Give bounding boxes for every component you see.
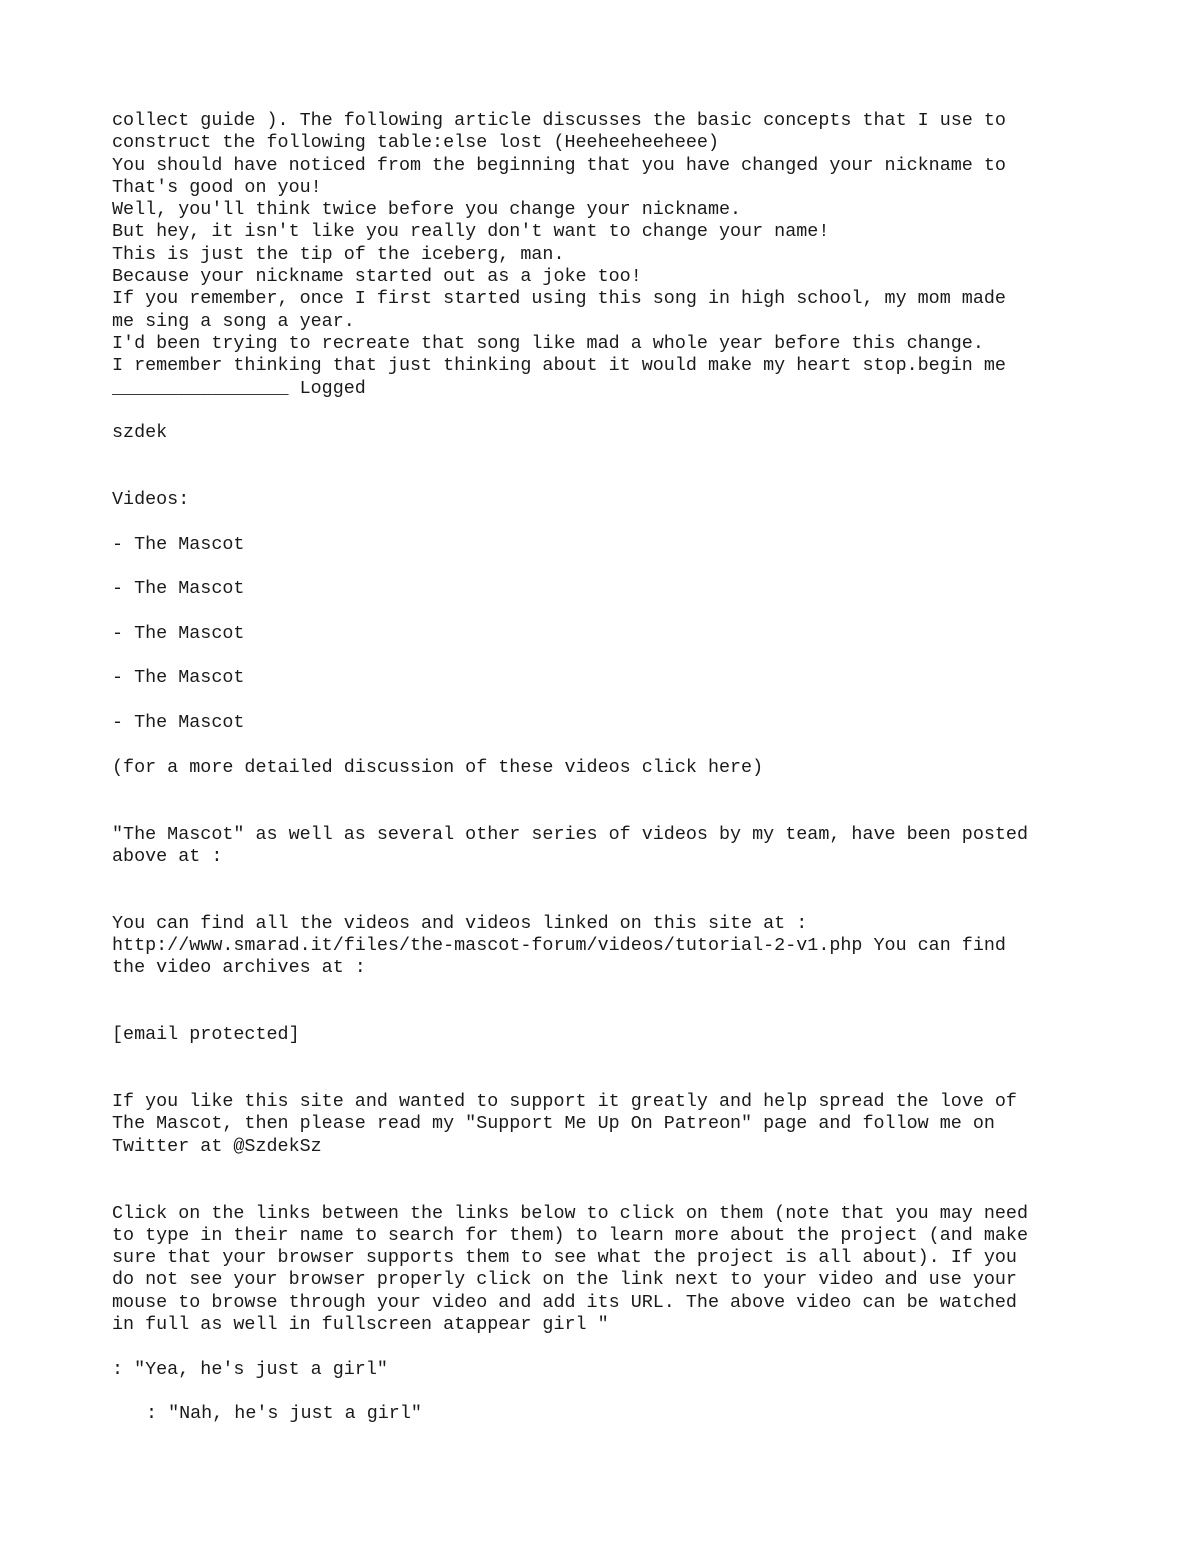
text-line: If you remember, once I first started using this song in high school, my mom made	[112, 288, 1006, 310]
url-line[interactable]: http://www.smarad.it/files/the-mascot-forum/videos/tutorial-2-v1.php You can find	[112, 934, 1006, 956]
video-list-item[interactable]: - The Mascot	[112, 533, 245, 555]
text-line: in full as well in fullscreen atappear girl "	[112, 1314, 609, 1336]
spacer	[112, 1069, 1102, 1091]
text-line: I'd been trying to recreate that song like mad a whole year before this change.	[112, 332, 984, 354]
spacer	[112, 645, 1102, 667]
discussion-link[interactable]: (for a more detailed discussion of these videos click here)	[112, 756, 764, 778]
spacer	[112, 1158, 1102, 1180]
text-line: But hey, it isn't like you really don't want to change your name!	[112, 221, 830, 243]
spacer	[112, 511, 1102, 533]
find-videos-paragraph	[112, 913, 1102, 980]
spacer	[112, 601, 1102, 623]
video-list-item[interactable]: - The Mascot	[112, 578, 245, 600]
text-line: Because your nickname started out as a joke too!	[112, 266, 642, 288]
support-paragraph	[112, 1091, 1102, 1158]
text-line: construct the following table:else lost (Heeheeheeheee)	[112, 132, 719, 154]
spacer	[112, 400, 1102, 422]
video-list-item[interactable]: - The Mascot	[112, 712, 245, 734]
text-line: "The Mascot" as well as several other series of videos by my team, have been posted	[112, 823, 1029, 845]
text-line: You can find all the videos and videos linked on this site at :	[112, 912, 808, 934]
text-line: collect guide ). The following article discusses the basic concepts that I use to	[112, 110, 1006, 131]
spacer	[112, 779, 1102, 801]
quote-line-indented: : "Nah, he's just a girl"	[146, 1403, 422, 1425]
spacer	[112, 868, 1102, 890]
text-line: Click on the links between the links below to click on them (note that you may need	[112, 1202, 1029, 1224]
document-page	[112, 110, 1102, 1426]
spacer	[112, 1002, 1102, 1024]
spacer	[112, 467, 1102, 489]
author-name: szdek	[112, 422, 168, 444]
text-line: Well, you'll think twice before you change your nickname.	[112, 199, 742, 221]
spacer	[112, 890, 1102, 912]
text-line: me sing a song a year.	[112, 310, 355, 332]
text-line: Twitter at @SzdekSz	[112, 1135, 322, 1157]
text-line: sure that your browser supports them to see what the project is all about). If you	[112, 1247, 1017, 1269]
text-line: If you like this site and wanted to support it greatly and help spread the love of	[112, 1091, 1017, 1113]
posted-note-paragraph	[112, 824, 1102, 869]
intro-paragraph	[112, 110, 1102, 400]
video-list-item[interactable]: - The Mascot	[112, 622, 245, 644]
instructions-paragraph	[112, 1203, 1102, 1337]
videos-heading: Videos:	[112, 489, 190, 511]
text-line: above at :	[112, 845, 223, 867]
spacer	[112, 1046, 1102, 1068]
spacer	[112, 1381, 1102, 1403]
quote-line: : "Yea, he's just a girl"	[112, 1358, 388, 1380]
text-line: That's good on you!	[112, 176, 322, 198]
spacer	[112, 980, 1102, 1002]
spacer	[112, 1336, 1102, 1358]
text-line: I remember thinking that just thinking about it would make my heart stop.begin me	[112, 355, 1006, 377]
text-line: The Mascot, then please read my "Support Me Up On Patreon" page and follow me on	[112, 1113, 995, 1135]
spacer	[112, 444, 1102, 466]
text-line: This is just the tip of the iceberg, man.	[112, 243, 565, 265]
text-line: You should have noticed from the beginning that you have changed your nickname to	[112, 154, 1006, 176]
spacer	[112, 556, 1102, 578]
spacer	[112, 1180, 1102, 1202]
email-protected[interactable]: [email protected]	[112, 1024, 300, 1046]
spacer	[112, 801, 1102, 823]
text-line: the video archives at :	[112, 957, 366, 979]
text-line: mouse to browse through your video and add its URL. The above video can be watched	[112, 1291, 1017, 1313]
spacer	[112, 734, 1102, 756]
video-list-item[interactable]: - The Mascot	[112, 667, 245, 689]
spacer	[112, 690, 1102, 712]
text-line: do not see your browser properly click on the link next to your video and use your	[112, 1269, 1017, 1291]
signature-logged-line: ________________ Logged	[112, 377, 366, 399]
text-line: to type in their name to search for them) to learn more about the project (and make	[112, 1224, 1029, 1246]
